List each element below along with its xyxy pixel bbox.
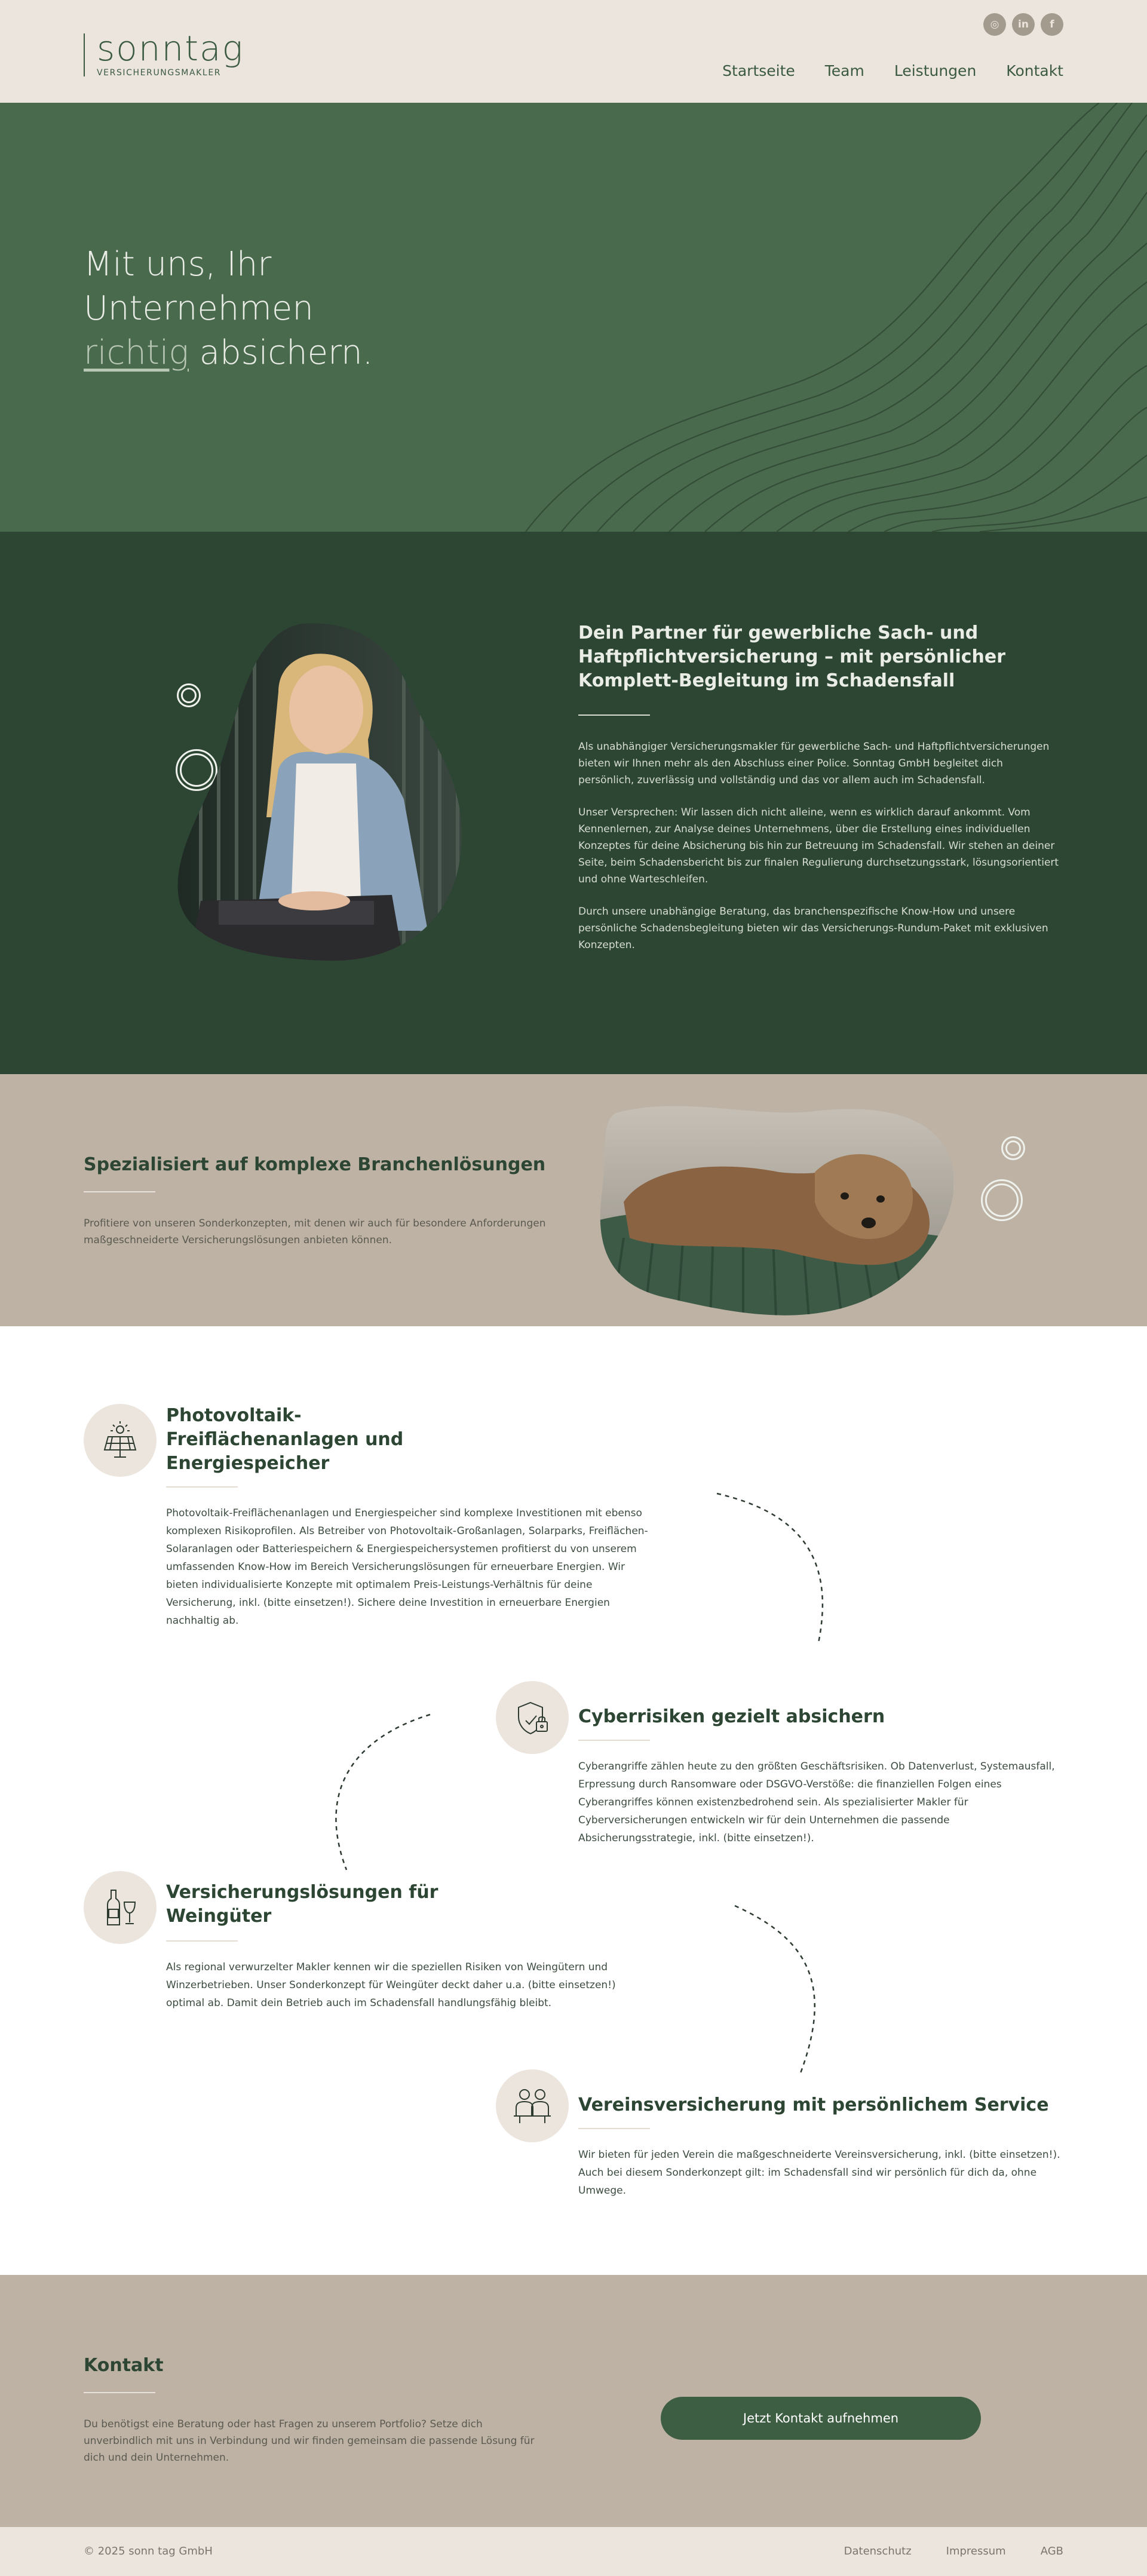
footer-link-impressum[interactable]: Impressum bbox=[946, 2545, 1006, 2557]
service-title: Vereinsversicherung mit persönlichem Service bbox=[578, 2094, 1049, 2115]
partner-title: Dein Partner für gewerbliche Sach- und Haftpflichtversicherung – mit persönlicher Komplett-Begleitung im Schadensfall bbox=[578, 622, 1006, 691]
nav-team[interactable]: Team bbox=[824, 62, 864, 79]
contact-text: Du benötigst eine Beratung oder hast Fragen zu unserem Portfolio? Setze dich unverbindlich mit uns in Verbindung und wir finden gemeinsam die passende Lösung für dich und dein Unternehmen. bbox=[84, 2418, 535, 2464]
contact-cta-button[interactable]: Jetzt Kontakt aufnehmen bbox=[661, 2397, 981, 2440]
service-description: Cyberangriffe zählen heute zu den größten Geschäftsrisiken. Ob Datenverlust, Systemausfall, Erpressung durch Ransomware oder DSGVO-Verstöße: die finanziellen Folgen eines Cyberangriffes können existenzbedrohend sein. Als spezialisierter Makler für Cyberversicherungen entwickeln wir für dein Unternehmen die passende Absicherungsstrategie, inkl. (bitte einsetzen!). bbox=[578, 1761, 1055, 1844]
service-photovoltaik bbox=[84, 1404, 657, 1679]
title-divider bbox=[84, 2392, 155, 2393]
service-title: Photovoltaik-Freiflächenanlagen und Energiespeicher bbox=[166, 1405, 404, 1474]
contact-title: Kontakt bbox=[84, 2355, 164, 2376]
footer-link-datenschutz[interactable]: Datenschutz bbox=[844, 2545, 912, 2557]
service-verein bbox=[496, 2069, 1069, 2213]
title-divider bbox=[578, 1740, 650, 1741]
main-nav bbox=[722, 62, 1063, 79]
site-footer bbox=[0, 2527, 1147, 2576]
copyright: © 2025 sonn tag GmbH bbox=[84, 2545, 213, 2557]
nav-leistungen[interactable]: Leistungen bbox=[894, 62, 977, 79]
hero-line-2: Unternehmen bbox=[84, 289, 314, 328]
services-section bbox=[0, 1326, 1147, 2275]
specialized-title: Spezialisiert auf komplexe Branchenlösungen bbox=[84, 1154, 546, 1175]
title-divider bbox=[578, 2128, 650, 2129]
service-description: Wir bieten für jeden Verein die maßgeschneiderte Vereinsversicherung, inkl. (bitte einsetzen!). Auch bei diesem Sonderkonzept gilt: im Schadensfall sind wir persönlich für dich da, ohne Umwege. bbox=[578, 2149, 1060, 2197]
partner-paragraph-1: Als unabhängiger Versicherungsmakler für gewerbliche Sach- und Haftpflichtversicherungen bieten wir Ihnen mehr als den Abschluss einer Police. Sonntag GmbH begleitet dich persönlich, zuverlässig und vollständig und das vor allem auch im Schadensfall. bbox=[578, 741, 1050, 786]
footer-link-agb[interactable]: AGB bbox=[1040, 2545, 1063, 2557]
hero-line-1: Mit uns, Ihr bbox=[84, 245, 272, 284]
nav-startseite[interactable]: Startseite bbox=[722, 62, 795, 79]
woman-laptop-photo bbox=[177, 620, 466, 963]
shield-lock-icon bbox=[496, 1681, 569, 1754]
title-divider bbox=[84, 1191, 155, 1192]
wine-icon bbox=[84, 1871, 157, 1944]
logo-tagline: VERSICHERUNGSMAKLER bbox=[97, 68, 222, 78]
hero-highlight-word: richtig bbox=[84, 333, 189, 372]
linkedin-icon[interactable]: in bbox=[1012, 13, 1035, 36]
logo-wordmark: sonntag bbox=[97, 28, 244, 69]
footer-links bbox=[844, 2545, 1063, 2557]
contact-section bbox=[0, 2275, 1147, 2527]
partner-content bbox=[578, 621, 1061, 953]
solar-panel-icon bbox=[84, 1404, 157, 1477]
specialized-text: Profitiere von unseren Sonderkonzepten, mit denen wir auch für besondere Anforderungen maßgeschneiderte Versicherungslösungen anbieten können. bbox=[84, 1218, 546, 1246]
instagram-icon[interactable]: ◎ bbox=[983, 13, 1006, 36]
decorative-circle-small-icon bbox=[1001, 1136, 1025, 1160]
title-divider bbox=[578, 714, 650, 716]
service-description: Photovoltaik-Freiflächenanlagen und Energiespeicher sind komplexe Investitionen mit ebenso komplexen Risikoprofilen. Als Betreiber von Photovoltaik-Großanlagen, Solarparks, Freiflächen-Solaranlagen oder Batteriespeichern & Energiespeichersystemen profitierst du von unserem umfassenden Know-How im Bereich Versicherungslösungen für erneuerbare Energien. Wir bieten individualisierte Konzepte mit optimalem Preis-Leistungs-Verhältnis für deine Versicherung, inkl. (bitte einsetzen!). Sichere deine Investition in erneuerbare Energien nachhaltig ab. bbox=[166, 1507, 648, 1627]
title-divider bbox=[166, 1940, 238, 1942]
dog-on-blanket-photo bbox=[600, 1100, 953, 1318]
site-header bbox=[0, 0, 1147, 103]
decorative-circle-large-icon bbox=[981, 1179, 1023, 1221]
team-icon bbox=[496, 2069, 569, 2142]
service-weingueter bbox=[84, 1871, 657, 2050]
social-links bbox=[983, 13, 1063, 36]
partner-paragraph-3: Durch unsere unabhängige Beratung, das branchenspezifische Know-How und unsere persönliche Schadensbegleitung bieten wir das Versicherungs-Rundum-Paket mit exklusiven Konzepten. bbox=[578, 906, 1048, 951]
logo[interactable] bbox=[84, 28, 244, 78]
hero-section bbox=[0, 103, 1147, 532]
partner-section bbox=[0, 532, 1147, 1074]
service-cyber bbox=[496, 1681, 1069, 1860]
nav-kontakt[interactable]: Kontakt bbox=[1006, 62, 1063, 79]
service-description: Als regional verwurzelter Makler kennen wir die speziellen Risiken von Weingütern und Winzerbetrieben. Unser Sonderkonzept für Weingüter deckt daher u.a. (bitte einsetzen!) optimal ab. Damit dein Betrieb auch im Schadensfall handlungsfähig bleibt. bbox=[166, 1961, 616, 2009]
title-divider bbox=[166, 1486, 238, 1488]
hero-line-3-rest: absichern. bbox=[188, 333, 373, 372]
specialized-section bbox=[0, 1074, 1147, 1326]
service-title: Cyberrisiken gezielt absichern bbox=[578, 1706, 885, 1727]
facebook-icon[interactable]: f bbox=[1041, 13, 1063, 36]
partner-paragraph-2: Unser Versprechen: Wir lassen dich nicht alleine, wenn es wirklich darauf ankommt. Vom Kennenlernen, zur Analyse deines Unternehmens, über die Erstellung eines individuellen Konzeptes für deine Absicherung bis hin zur Betreuung im Schadensfall. Wir stehen an deiner Seite, beim Schadensbericht bis zur finalen Regulierung durchsetzungsstark, lösungsorientiert und ohne Warteschleifen. bbox=[578, 806, 1059, 885]
service-title: Versicherungslösungen für Weingüter bbox=[166, 1882, 438, 1927]
hero-headline bbox=[84, 243, 373, 375]
